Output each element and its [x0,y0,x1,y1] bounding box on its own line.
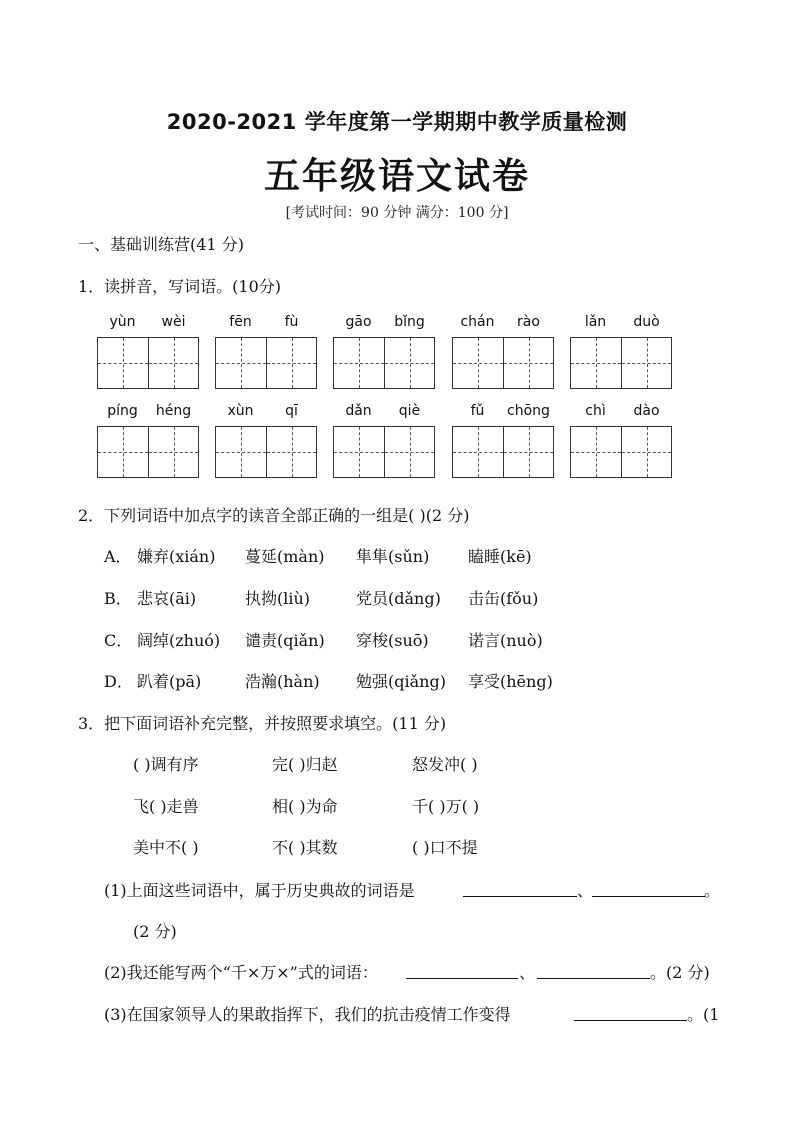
writing-grid[interactable] [570,337,672,389]
answer-blank[interactable] [463,896,577,897]
separator: 、 [577,881,594,900]
idiom-blank[interactable]: 不( )其数 [272,838,338,857]
option-item: 勉强(qiǎng) [356,672,446,691]
sub-question-1: (1)上面这些词语中，属于历史典故的词语是 [104,881,415,900]
writing-grid[interactable] [570,426,672,478]
writing-grid[interactable] [333,426,435,478]
writing-grid[interactable] [97,426,199,478]
pinyin-label: fù [284,314,299,330]
idiom-blank[interactable]: 相( )为命 [272,797,338,816]
option-label: B． [104,589,132,608]
answer-blank[interactable] [592,896,705,897]
pinyin-label: yùn [109,314,136,330]
answer-blank[interactable] [574,1020,687,1021]
pinyin-label: fǔ [470,403,485,419]
question-3-prompt: 3．把下面词语补充完整，并按照要求填空。(11 分) [78,714,447,733]
period: 。 [704,881,721,900]
option-item: 享受(hēng) [468,672,553,691]
idiom-blank[interactable]: 完( )归赵 [272,755,338,774]
answer-blank[interactable] [406,978,518,979]
writing-grid[interactable] [452,426,554,478]
option-item: 执拗(liù) [245,589,311,608]
idiom-blank[interactable]: 千( )万( ) [412,797,480,816]
option-item: 浩瀚(hàn) [245,672,320,691]
separator: 、 [519,963,536,982]
option-item: 蔓延(màn) [245,547,325,566]
option-item: 穿梭(suō) [356,631,429,650]
idiom-blank[interactable]: 怒发冲( ) [412,755,478,774]
writing-grid[interactable] [333,337,435,389]
pinyin-label: wèi [161,314,186,330]
pinyin-label: gāo [345,314,372,330]
option-item: 悲哀(āi) [137,589,197,608]
writing-grid[interactable] [215,426,317,478]
sub-question-3: (3)在国家领导人的果敢指挥下，我们的抗击疫情工作变得 [104,1005,511,1024]
pinyin-label: xùn [227,403,254,419]
pinyin-label: dǎn [345,403,372,419]
question-1-prompt: 1．读拼音，写词语。(10分) [78,277,282,296]
idiom-blank[interactable]: ( )调有序 [133,755,199,774]
option-item: 阔绰(zhuó) [137,631,221,650]
option-item: 瞌睡(kē) [468,547,532,566]
question-2-prompt: 2．下列词语中加点字的读音全部正确的一组是( )(2 分) [78,506,470,525]
option-item: 诺言(nuò) [468,631,543,650]
option-item: 谴责(qiǎn) [245,631,325,650]
option-label: C． [104,631,133,650]
score-label: 。(2 分) [650,963,710,982]
writing-grid[interactable] [215,337,317,389]
pinyin-label: duò [633,314,660,330]
option-item: 击缶(fǒu) [468,589,539,608]
pinyin-label: rào [517,314,540,330]
exam-meta: [考试时间：90 分钟 满分：100 分] [285,205,509,221]
score-label: (2 分) [133,922,177,941]
sub-question-2: (2)我还能写两个“千×万×”式的词语： [104,963,378,982]
writing-grid[interactable] [452,337,554,389]
pinyin-label: fēn [229,314,252,330]
idiom-blank[interactable]: ( )口不提 [412,838,478,857]
option-label: A． [104,547,132,566]
option-item: 隼隼(sǔn) [356,547,430,566]
exam-title: 五年级语文试卷 [263,156,530,197]
pinyin-label: qī [285,403,298,419]
score-label: 。(1 [687,1005,720,1024]
pinyin-label: qiè [398,403,421,419]
pinyin-label: héng [155,403,192,419]
pinyin-label: bǐng [394,314,425,330]
pinyin-label: chōng [507,403,550,419]
option-item: 趴着(pā) [137,672,202,691]
pinyin-label: chán [460,314,495,330]
idiom-blank[interactable]: 飞( )走兽 [133,797,199,816]
answer-blank[interactable] [537,978,650,979]
section-heading: 一、基础训练营(41 分) [78,235,244,254]
option-item: 嫌弃(xián) [137,547,216,566]
option-label: D． [104,672,133,691]
exam-subtitle: 2020-2021 学年度第一学期期中教学质量检测 [166,110,628,134]
idiom-blank[interactable]: 美中不( ) [133,838,199,857]
pinyin-label: chì [585,403,606,419]
option-item: 党员(dǎng) [356,589,441,608]
pinyin-label: lǎn [584,314,607,330]
pinyin-label: píng [107,403,138,419]
writing-grid[interactable] [97,337,199,389]
pinyin-label: dào [633,403,660,419]
